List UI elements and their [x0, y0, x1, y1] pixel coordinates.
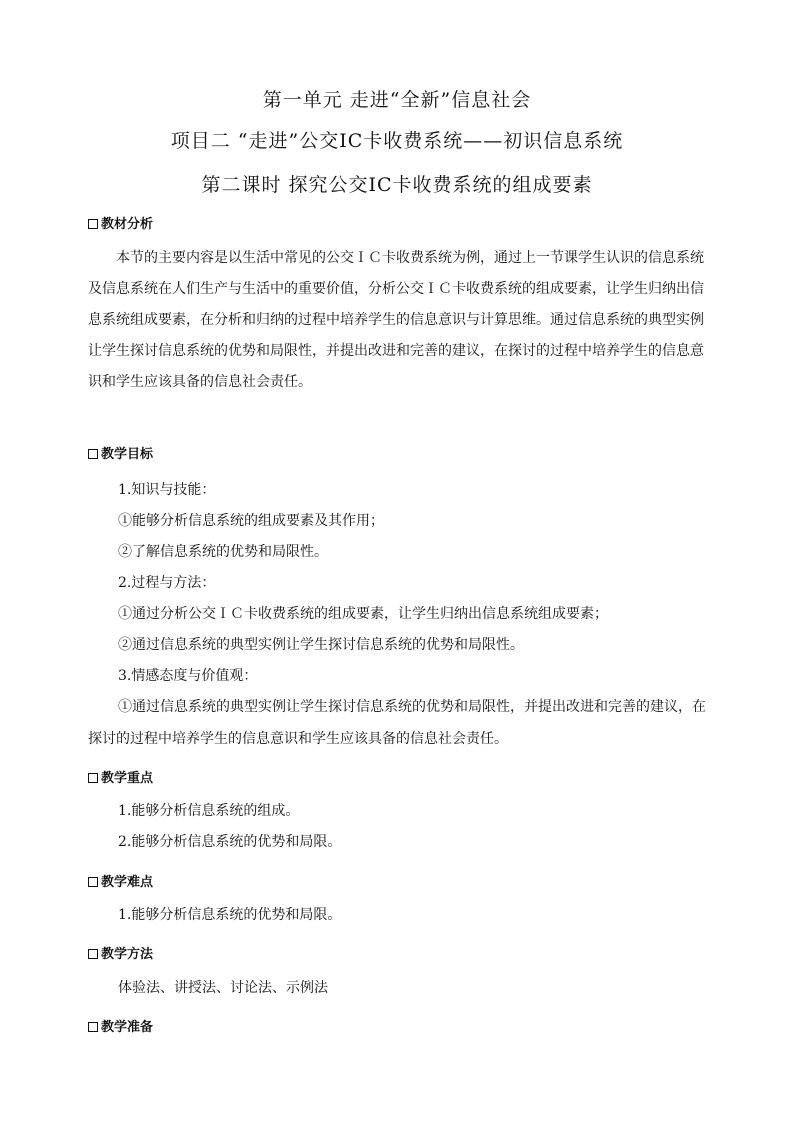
goal-line: 1.知识与技能： [118, 482, 216, 498]
section-heading-text: 教材分析 [101, 217, 154, 232]
analysis-paragraph: 本节的主要内容是以生活中常见的公交ＩＣ卡收费系统为例，通过上一节课学生认识的信息系统及信息系统在人们生产与生活中的重要价值，分析公交ＩＣ卡收费系统的组成要素，让学生归纳出信息系统组成要素，在分析和归纳的过程中培养学生的信息意识与计算思维。通过信息系统的典型实例让学生探讨信息系统的优势和局限性，并提出改进和完善的建议，在探讨的过程中培养学生的信息意识和学生应该具备的信息社会责任。 [88, 250, 704, 390]
key-point-line: 2.能够分析信息系统的优势和局限。 [118, 834, 342, 850]
goal-line: ①通过信息系统的典型实例让学生探讨信息系统的优势和局限性，并提出改进和完善的建议，在 [118, 699, 706, 715]
lesson-title: 第二课时 探究公交IC卡收费系统的组成要素 [201, 174, 593, 196]
goal-line: 2.过程与方法： [118, 575, 216, 591]
difficulty-line: 1.能够分析信息系统的优势和局限。 [118, 907, 342, 923]
checkbox-square-icon [88, 1022, 98, 1032]
method-line: 体验法、讲授法、讨论法、示例法 [118, 980, 328, 996]
checkbox-square-icon [88, 219, 98, 229]
checkbox-square-icon [88, 949, 98, 959]
checkbox-square-icon [88, 877, 98, 887]
goal-line: ①通过分析公交ＩＣ卡收费系统的组成要素，让学生归纳出信息系统组成要素； [118, 606, 608, 622]
section-heading-preparation [88, 1016, 153, 1035]
section-heading-text: 教学目标 [101, 447, 154, 462]
section-heading-text: 教学重点 [101, 771, 154, 786]
unit-title: 第一单元 走进“全新”信息社会 [262, 89, 532, 111]
goal-line: 3.情感态度与价值观： [118, 668, 258, 684]
section-heading-method [88, 943, 153, 962]
goal-line-continued: 探讨的过程中培养学生的信息意识和学生应该具备的信息社会责任。 [88, 731, 508, 747]
section-heading-key-points [88, 767, 153, 786]
goal-line: ②通过信息系统的典型实例让学生探讨信息系统的优势和局限性。 [118, 637, 524, 653]
checkbox-square-icon [88, 449, 98, 459]
section-heading-text: 教学准备 [101, 1020, 154, 1035]
goal-line: ②了解信息系统的优势和局限性。 [118, 544, 328, 560]
section-heading-difficulties [88, 871, 153, 890]
goal-line: ①能够分析信息系统的组成要素及其作用； [118, 513, 384, 529]
section-heading-text: 教学难点 [101, 875, 154, 890]
project-title: 项目二 “走进”公交IC卡收费系统——初识信息系统 [170, 130, 624, 152]
section-heading-text: 教学方法 [101, 947, 154, 962]
section-heading-analysis [88, 213, 153, 232]
key-point-line: 1.能够分析信息系统的组成。 [118, 803, 300, 819]
checkbox-square-icon [88, 773, 98, 783]
section-heading-goals [88, 443, 153, 462]
